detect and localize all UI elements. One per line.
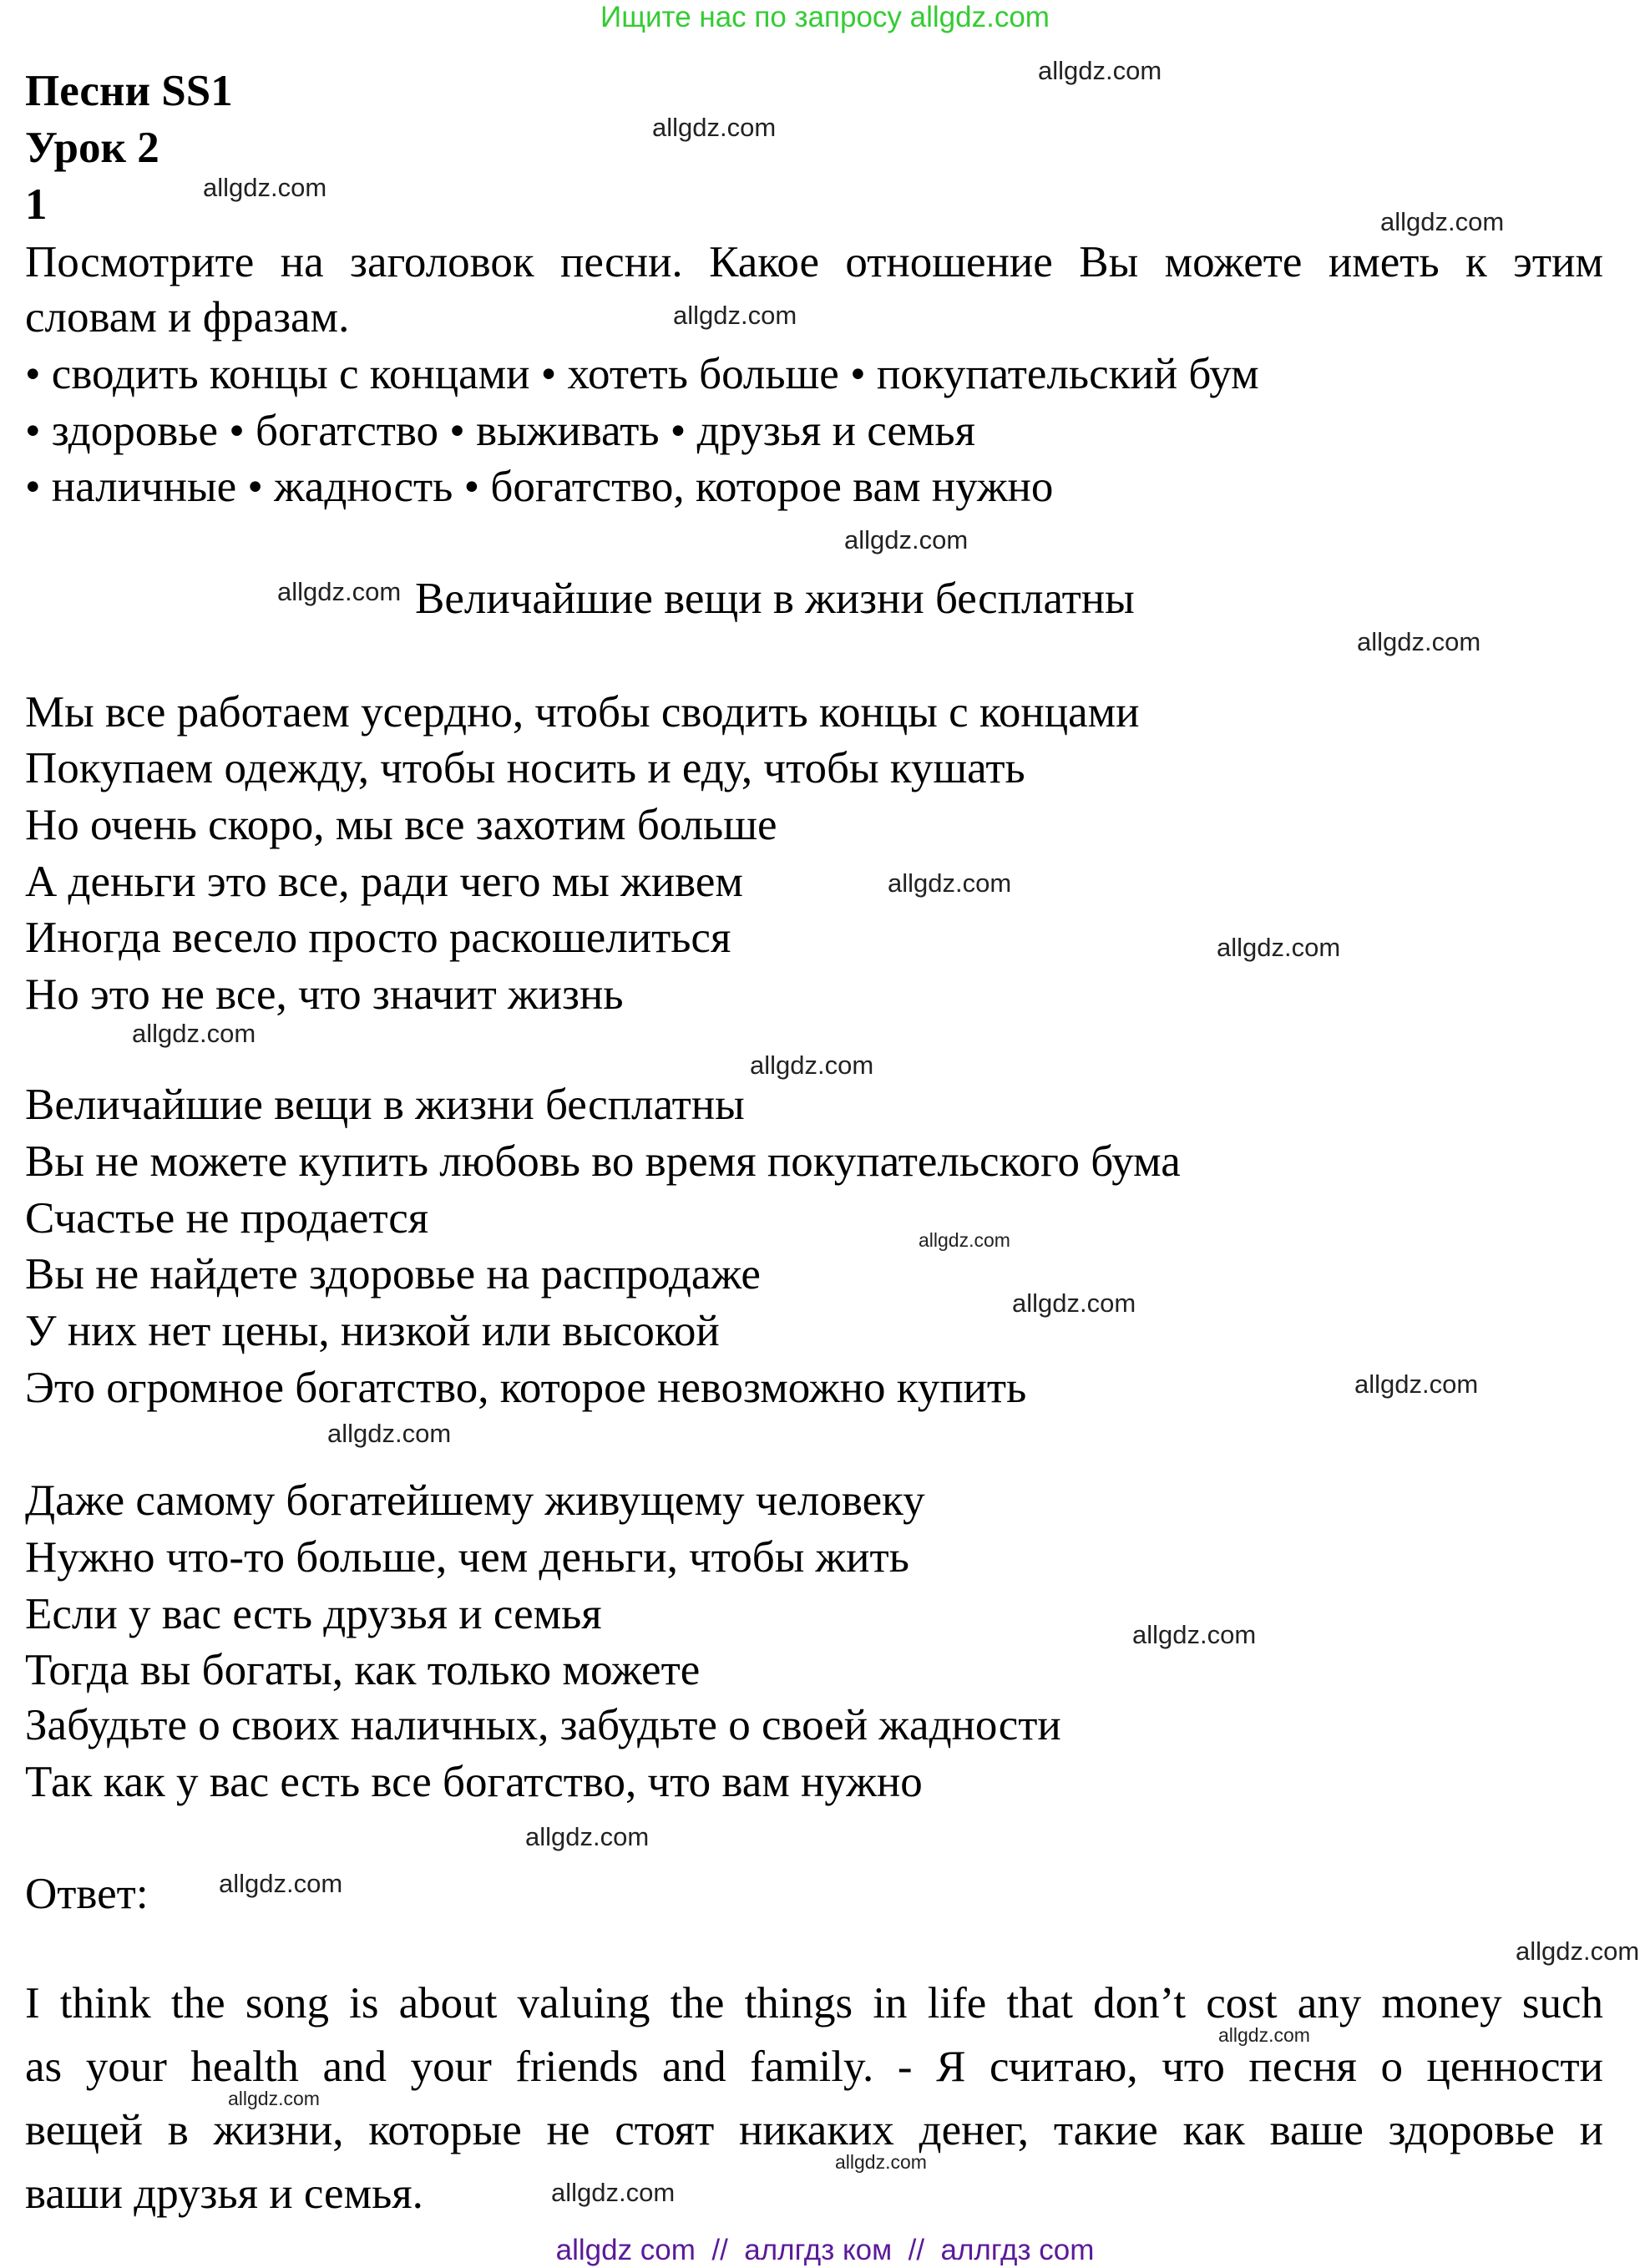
lyric-line: Тогда вы богаты, как только можете	[25, 1646, 701, 1694]
lyric-line: Величайшие вещи в жизни бесплатны	[25, 1081, 745, 1129]
watermark: allgdz.com	[652, 113, 777, 142]
lyric-line: Иногда весело просто раскошелиться	[25, 914, 731, 962]
watermark: allgdz.com	[1357, 627, 1481, 656]
watermark: allgdz.com	[525, 1822, 650, 1851]
exercise-number: 1	[25, 180, 48, 229]
watermark: allgdz.com	[835, 2151, 927, 2173]
watermark: allgdz.com	[228, 2088, 320, 2109]
lyric-line: Но очень скоро, мы все захотим больше	[25, 801, 777, 849]
lyric-line: Мы все работаем усердно, чтобы сводить концы с концами	[25, 688, 1140, 737]
watermark: allgdz.com	[673, 301, 797, 330]
answer-line: вещей в жизни, которые не стоят никаких денег, такие как ваше здоровье и	[25, 2106, 1603, 2154]
lyric-line: Вы не можете купить любовь во время покупательского бума	[25, 1137, 1181, 1186]
watermark: allgdz.com	[1380, 207, 1505, 236]
watermark: allgdz.com	[1012, 1288, 1136, 1318]
song-title: Величайшие вещи в жизни бесплатны	[415, 575, 1135, 623]
lyric-line: Если у вас есть друзья и семья	[25, 1590, 602, 1638]
task-text-line: словам и фразам.	[25, 293, 350, 342]
lyric-line: Счастье не продается	[25, 1194, 429, 1243]
lyric-line: Даже самому богатейшему живущему человеку	[25, 1476, 925, 1525]
watermark: allgdz.com	[1516, 1936, 1640, 1966]
lyric-line: Забудьте о своих наличных, забудьте о своей жадности	[25, 1701, 1061, 1749]
watermark: allgdz.com	[1217, 933, 1341, 962]
watermark: allgdz.com	[1354, 1369, 1479, 1399]
bullet-line: • сводить концы с концами • хотеть больше • покупательский бум	[25, 350, 1259, 398]
watermark: allgdz.com	[327, 1419, 452, 1448]
lyric-line: А деньги это все, ради чего мы живем	[25, 858, 743, 906]
watermark: allgdz.com	[277, 577, 402, 606]
bullet-line: • здоровье • богатство • выживать • друзья и семья	[25, 407, 975, 455]
lyric-line: Так как у вас есть все богатство, что вам нужно	[25, 1758, 923, 1806]
watermark: allgdz.com	[888, 868, 1012, 898]
lyric-line: Вы не найдете здоровье на распродаже	[25, 1250, 761, 1299]
lyric-line: Это огромное богатство, которое невозможно купить	[25, 1364, 1027, 1412]
watermark: allgdz.com	[219, 1869, 343, 1898]
lyric-line: Нужно что-то больше, чем деньги, чтобы жить	[25, 1533, 909, 1582]
watermark: allgdz.com	[132, 1019, 256, 1048]
answer-line: I think the song is about valuing the things in life that don’t cost any money such	[25, 1979, 1603, 2028]
watermark: allgdz.com	[1218, 2024, 1310, 2046]
footer-links[interactable]: allgdz com // аллгдз ком // аллгдз com	[555, 2234, 1095, 2266]
lyric-line: У них нет цены, низкой или высокой	[25, 1307, 720, 1355]
lyric-line: Но это не все, что значит жизнь	[25, 970, 624, 1019]
site-header-banner[interactable]: Ищите нас по запросу allgdz.com	[600, 1, 1050, 33]
watermark: allgdz.com	[1132, 1620, 1257, 1649]
answer-line: ваши друзья и семья.	[25, 2169, 423, 2218]
watermark: allgdz.com	[919, 1229, 1010, 1251]
watermark: allgdz.com	[750, 1050, 874, 1080]
bullet-line: • наличные • жадность • богатство, которое вам нужно	[25, 463, 1054, 511]
watermark: allgdz.com	[1038, 56, 1162, 85]
lesson-heading: Урок 2	[25, 124, 159, 172]
answer-label: Ответ:	[25, 1870, 149, 1918]
answer-line: as your health and your friends and family. - Я считаю, что песня о ценности	[25, 2043, 1603, 2091]
watermark: allgdz.com	[551, 2178, 676, 2207]
page-title: Песни SS1	[25, 67, 233, 115]
watermark: allgdz.com	[844, 525, 969, 554]
watermark: allgdz.com	[203, 173, 327, 202]
lyric-line: Покупаем одежду, чтобы носить и еду, чтобы кушать	[25, 744, 1025, 792]
task-text-line: Посмотрите на заголовок песни. Какое отношение Вы можете иметь к этим	[25, 238, 1603, 286]
